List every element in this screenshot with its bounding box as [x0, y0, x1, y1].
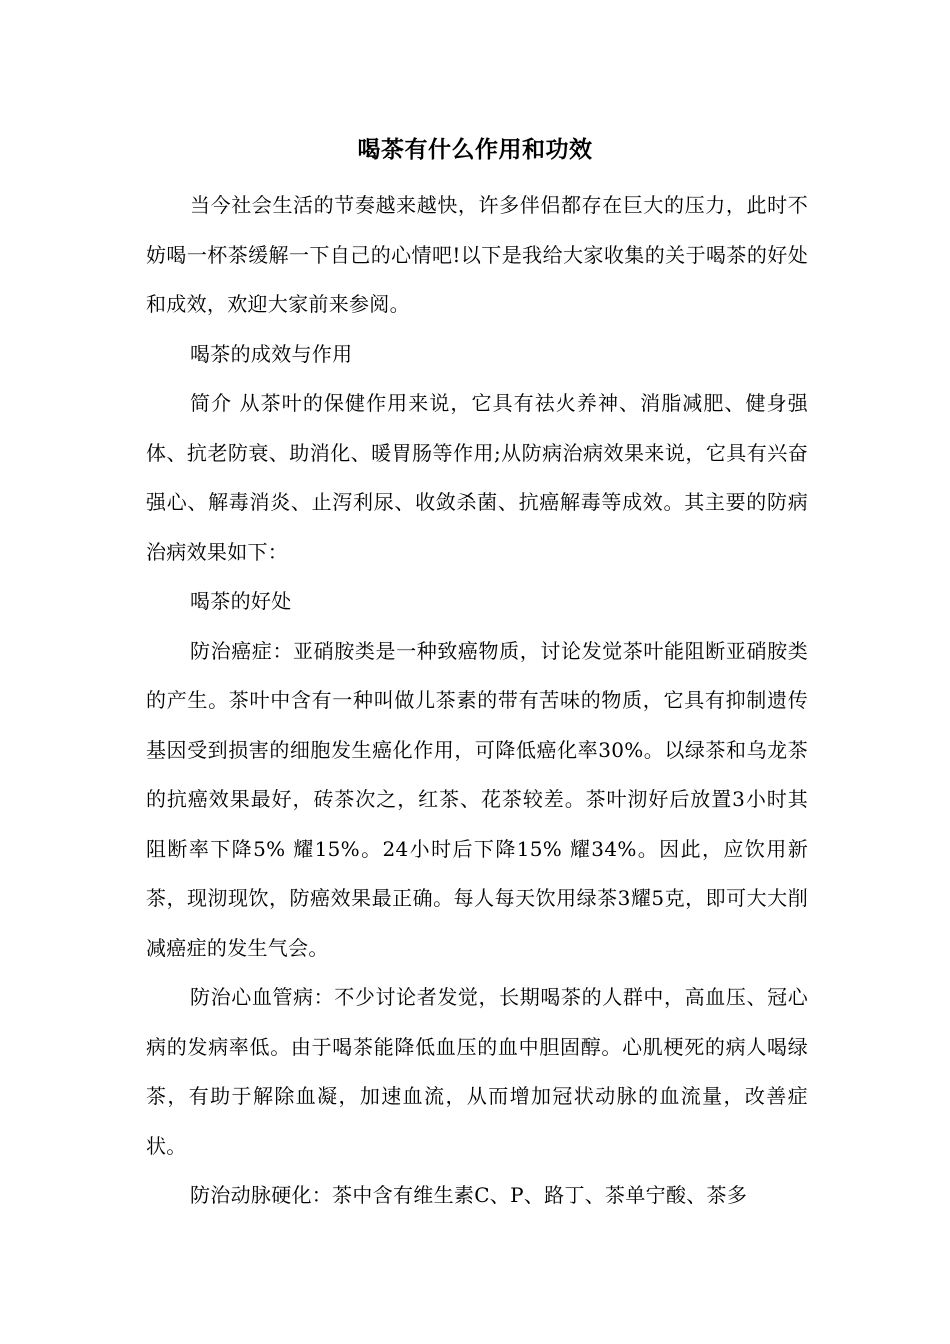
paragraph-arteriosclerosis: 防治动脉硬化：茶中含有维生素C、P、路丁、茶单宁酸、茶多: [190, 1183, 748, 1207]
document-body: [146, 181, 808, 1221]
section-heading-effects: 喝茶的成效与作用: [190, 341, 353, 366]
paragraph-cancer: 防治癌症：亚硝胺类是一种致癌物质，讨论发觉茶叶能阻断亚硝胺类的产生。茶叶中含有一种叫做儿茶素的带有苦味的物质，它具有抑制遗传基因受到损害的细胞发生癌化作用，可降低癌化率30%。以绿茶和乌龙茶的抗癌效果最好，砖茶次之，红茶、花茶较差。茶叶沏好后放置3小时其阻断率下降5% 耀15%。24小时后下降15% 耀34%。因此，应饮用新茶，现沏现饮，防癌效果最正确。每人每天饮用绿茶3耀5克，即可大大削减癌症的发生气会。: [146, 638, 808, 960]
paragraph-intro: 当今社会生活的节奏越来越快，许多伴侣都存在巨大的压力，此时不妨喝一杯茶缓解一下自己的心情吧!以下是我给大家收集的关于喝茶的好处和成效，欢迎大家前来参阅。: [146, 193, 808, 316]
paragraph-cardiovascular: 防治心血管病：不少讨论者发觉，长期喝茶的人群中，高血压、冠心病的发病率低。由于喝茶能降低血压的血中胆固醇。心肌梗死的病人喝绿茶，有助于解除血凝，加速血流，从而增加冠状动脉的血流量，改善症状。: [146, 985, 808, 1158]
section-heading-benefits: 喝茶的好处: [190, 589, 292, 613]
document-title: 喝茶有什么作用和功效: [357, 137, 593, 163]
paragraph-summary: 简介 从茶叶的保健作用来说，它具有祛火养神、消脂减肥、健身强体、抗老防衰、助消化、暖胃肠等作用;从防病治病效果来说，它具有兴奋强心、解毒消炎、止泻利尿、收敛杀菌、抗癌解毒等成效。其主要的防病治病效果如下：: [146, 391, 808, 564]
